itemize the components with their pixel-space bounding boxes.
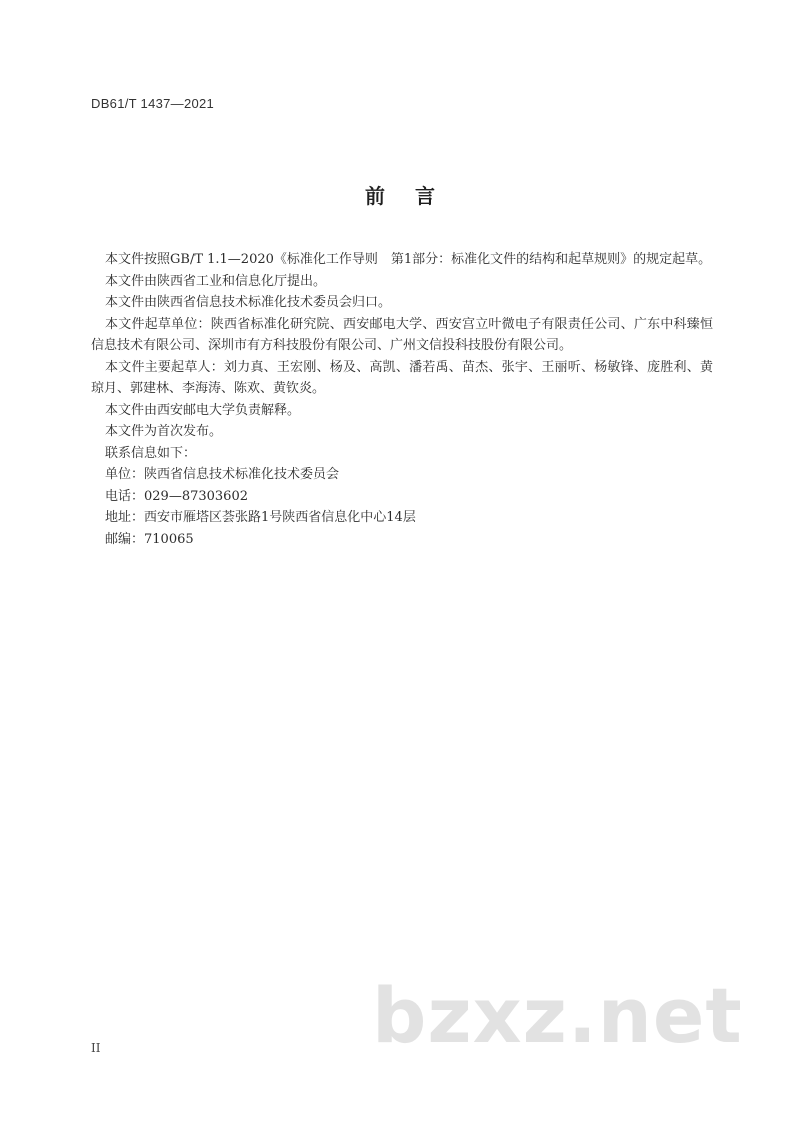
paragraph-drafting-rules: 本文件按照GB/T 1.1—2020《标准化工作导则 第1部分：标准化文件的结构和起草规则》的规定起草。 <box>105 252 712 267</box>
paragraph-interpretation: 本文件由西安邮电大学负责解释。 <box>105 402 301 418</box>
paragraph-drafting-units: 本文件起草单位：陕西省标准化研究院、西安邮电大学、西安宫立叶微电子有限责任公司、广东中科臻恒信息技术有限公司、深圳市有方科技股份有限公司、广州文信投科技股份有限公司。 <box>91 316 713 353</box>
paragraph-drafters: 本文件主要起草人：刘力真、王宏刚、杨及、高凯、潘若禹、苗杰、张宇、王丽听、杨敏锋、庞胜利、黄琼月、郭建林、李海涛、陈欢、黄钦炎。 <box>91 359 713 396</box>
contact-postcode: 邮编：710065 <box>105 531 194 547</box>
paragraph-administrator: 本文件由陕西省信息技术标准化技术委员会归口。 <box>105 295 392 310</box>
contact-phone: 电话：029—87303602 <box>105 488 248 504</box>
paragraph-proposer: 本文件由陕西省工业和信息化厅提出。 <box>105 273 327 289</box>
standard-code: DB61/T 1437—2021 <box>91 96 215 111</box>
contact-heading: 联系信息如下： <box>105 445 197 461</box>
document-body <box>91 249 713 550</box>
contact-address: 地址：西安市雁塔区荟张路1号陕西省信息化中心14层 <box>105 510 416 525</box>
page-title: 前言 <box>365 184 465 208</box>
paragraph-first-release: 本文件为首次发布。 <box>105 424 223 439</box>
page-number: II <box>91 1041 101 1055</box>
contact-unit: 单位：陕西省信息技术标准化技术委员会 <box>105 467 340 482</box>
watermark-logo: bzxz.net <box>372 971 743 1060</box>
